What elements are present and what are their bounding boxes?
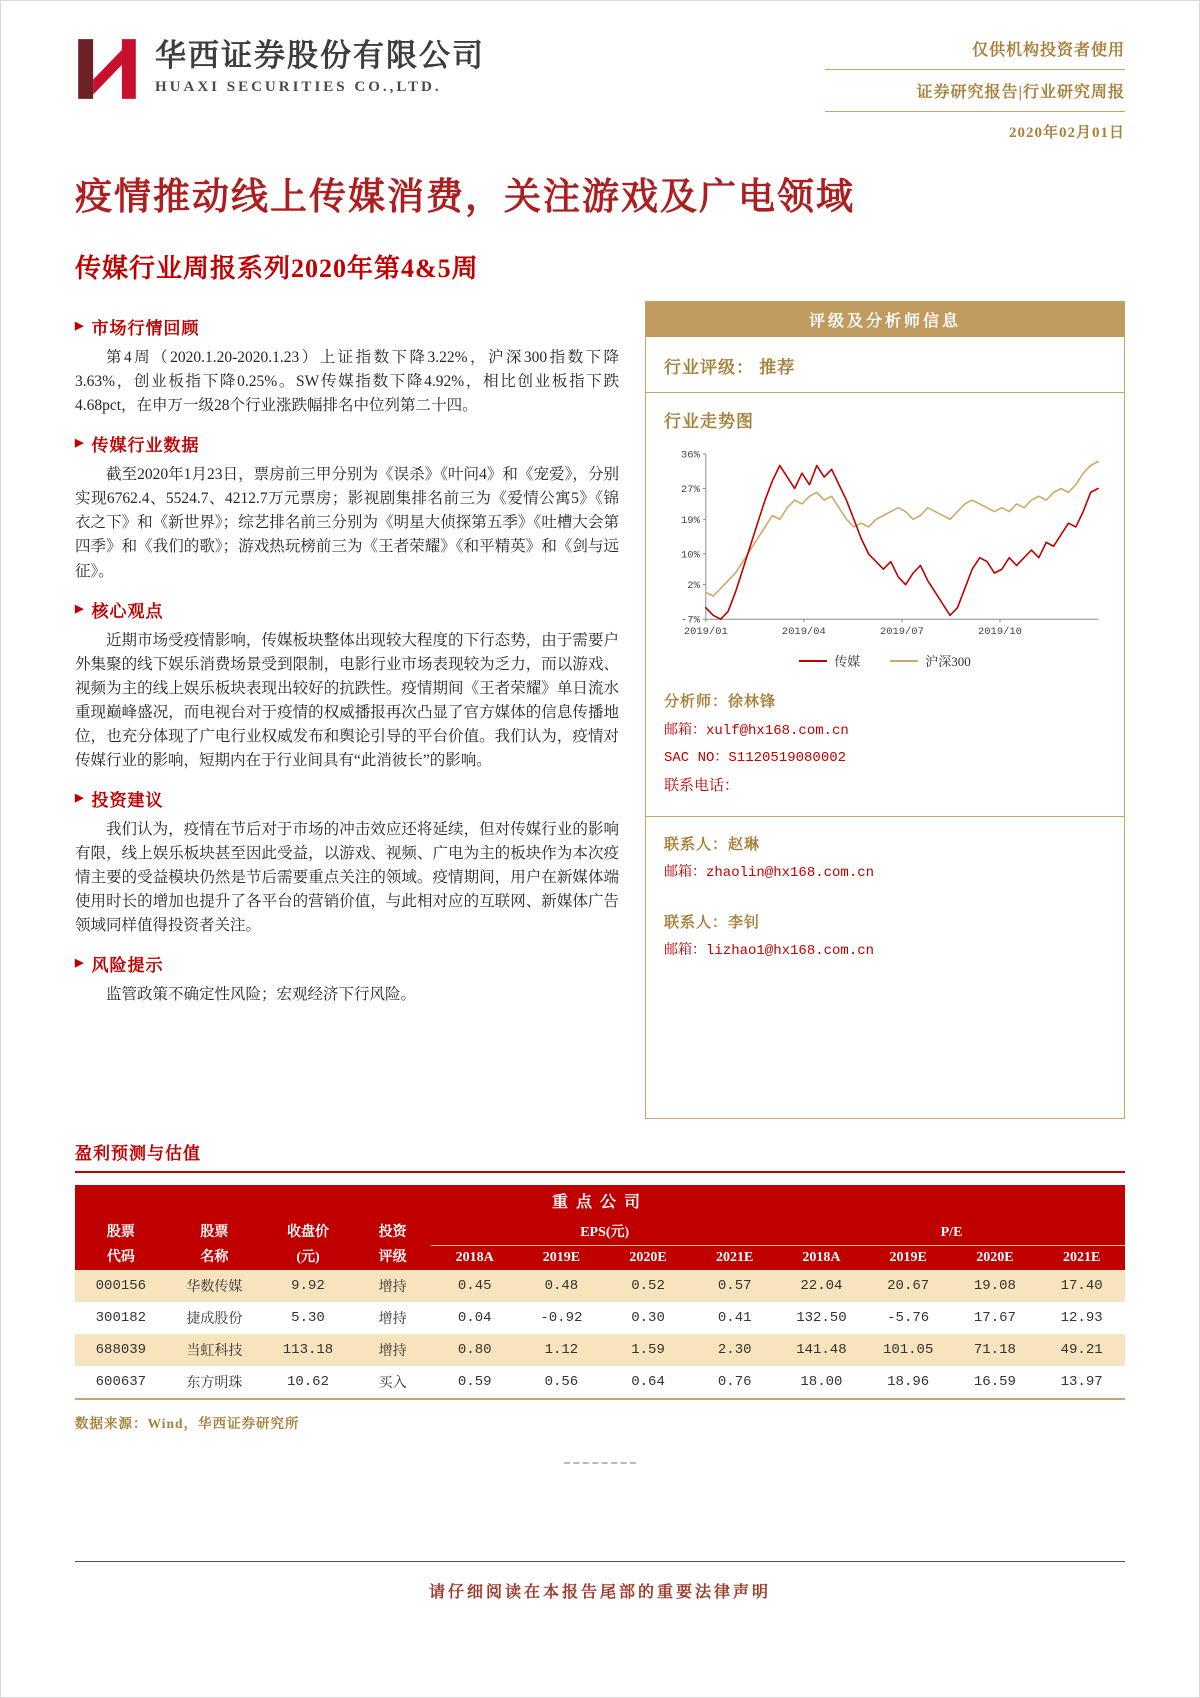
legend-swatch: [799, 660, 827, 662]
audience-note: 仅供机构投资者使用: [825, 37, 1125, 70]
table-cell: 600637: [95, 1374, 147, 1391]
industry-rating-value: 推荐: [759, 358, 796, 378]
triangle-bullet-icon: ▶: [75, 602, 85, 615]
table-cell: 当虹科技: [167, 1334, 262, 1366]
table-body: [75, 1270, 1125, 1399]
table-header-cell: 2021E: [691, 1245, 778, 1270]
panel-body: [646, 337, 1124, 983]
panel-title: 评级及分析师信息: [646, 302, 1124, 337]
svg-text:10%: 10%: [681, 549, 700, 562]
table-cell: 10.62: [286, 1374, 329, 1391]
table-cell: 增持: [378, 1312, 407, 1329]
triangle-bullet-icon: ▶: [75, 956, 85, 969]
table-cell: 300182: [95, 1310, 147, 1327]
table-cell: 1.12: [518, 1334, 605, 1366]
brand-block: [155, 37, 485, 96]
table-cell: 18.96: [887, 1374, 930, 1391]
svg-text:2019/07: 2019/07: [879, 626, 924, 639]
analyst-phone: 联系电话：: [664, 778, 740, 795]
table-cell: 9.92: [262, 1270, 354, 1302]
section-body-core-view: 近期市场受疫情影响，传媒板块整体出现较大程度的下行态势，由于需要户外集聚的线下娱乐消费场景受到限制，电影行业市场表现较为乏力，而以游戏、视频为主的线上娱乐板块表现出较好的抗跌性。疫情期间《王者荣耀》单日流水重现巅峰盛况，而电视台对于疫情的权威播报再次凸显了官方媒体的信息传播地位，也充分体现了广电行业权威发布和舆论引导的平台价值。我们认为，疫情对传媒行业的影响，短期内在于行业间具有“此消彼长”的影响。: [75, 631, 619, 769]
table-cell: -5.76: [887, 1310, 930, 1327]
table-header-cell: (元): [262, 1245, 354, 1270]
analyst-info: [664, 688, 1106, 801]
analyst-name: 分析师：徐林锋: [664, 694, 777, 711]
legend-label: 沪深300: [925, 654, 971, 670]
legend-swatch: [890, 660, 918, 662]
section-body-media-data: 截至2020年1月23日，票房前三甲分别为《误杀》《叶问4》和《宠爱》，分别实现6762.4、5524.7、4212.7万元票房；影视剧集排名前三为《爱情公寓5》《锦衣之下》和《新世界》；综艺排名前三分别为《明星大侦探第五季》《吐槽大会第四季》和《我们的歌》；游戏热玩榜前三为《王者荣耀》《和平精英》和《剑与远征》。: [75, 466, 619, 580]
table-header-cell: P/E: [778, 1221, 1125, 1246]
svg-text:27%: 27%: [681, 484, 700, 497]
analyst-email: 邮箱：xulf@hx168.com.cn: [664, 722, 849, 739]
table-header-cell: 2019E: [865, 1245, 952, 1270]
table-cell: 22.04: [778, 1270, 865, 1302]
chart-legend: [664, 651, 1106, 670]
table-cell: 688039: [75, 1334, 167, 1366]
table-header-cell: 2020E: [952, 1245, 1039, 1270]
table-header-cell: 2018A: [431, 1245, 518, 1270]
data-source-note: 数据来源：Wind，华西证券研究所: [75, 1416, 300, 1432]
section-heading-label: 投资建议: [91, 790, 164, 810]
table-header-cell: 代码: [75, 1245, 167, 1270]
report-subtitle: 传媒行业周报系列2020年第4&5周: [75, 254, 479, 284]
header: [75, 37, 1125, 142]
triangle-bullet-icon: ▶: [75, 320, 85, 333]
table-cell: 0.52: [605, 1270, 692, 1302]
section-heading-label: 核心观点: [91, 601, 164, 621]
table-cell: 0.76: [717, 1374, 752, 1391]
table-cell: 49.21: [1038, 1334, 1125, 1366]
table-cell: 19.08: [952, 1270, 1039, 1302]
table-header-cell: 收盘价: [262, 1221, 354, 1246]
legend-label: 传媒: [834, 654, 861, 670]
table-cell: 101.05: [865, 1334, 952, 1366]
table-cell: -0.92: [540, 1310, 583, 1327]
table-cell: 1.59: [605, 1334, 692, 1366]
table-cell: 000156: [75, 1270, 167, 1302]
table-header-cell: 名称: [167, 1245, 262, 1270]
table-cell: 12.93: [1060, 1310, 1103, 1327]
industry-rating: [664, 353, 1106, 378]
contact-name: 联系人：赵琳: [664, 836, 761, 853]
huaxi-logo-icon: [75, 37, 139, 101]
table-cell: 0.59: [457, 1374, 492, 1391]
analyst-sac-no: SAC NO：S1120519080002: [664, 750, 847, 767]
svg-text:2019/04: 2019/04: [781, 626, 826, 639]
report-title: 疫情推动线上传媒消费，关注游戏及广电领域: [75, 177, 855, 218]
table-header-cell: EPS(元): [431, 1221, 778, 1246]
industry-rating-label: 行业评级：: [664, 358, 754, 378]
contact-zhaolin: [664, 831, 1106, 888]
table-header-cell: 2019E: [518, 1245, 605, 1270]
svg-text:2019/01: 2019/01: [683, 626, 728, 639]
section-heading-market-review: [75, 314, 619, 339]
table-cell: 17.40: [1038, 1270, 1125, 1302]
table-cell: 华数传媒: [167, 1270, 262, 1302]
legend-item: [890, 651, 971, 670]
report-type: 证券研究报告|行业研究周报: [825, 79, 1125, 112]
contact-email: 邮箱：zhaolin@hx168.com.cn: [664, 864, 875, 881]
table-cell: 141.48: [778, 1334, 865, 1366]
footer: [75, 1561, 1125, 1602]
table-cell: 增持: [354, 1270, 432, 1302]
table-cell: 71.18: [952, 1334, 1039, 1366]
triangle-bullet-icon: ▶: [75, 791, 85, 804]
table-cell: 20.67: [865, 1270, 952, 1302]
table-row: [75, 1270, 1125, 1302]
industry-trend-chart: [664, 446, 1106, 647]
section-body-investment-advice: 我们认为，疫情在节后对于市场的冲击效应还将延续，但对传媒行业的影响有限，线上娱乐板块甚至因此受益，以游戏、视频、广电为主的板块作为本次疫情主要的受益模块仍然是节后需要重点关注的领域。疫情期间，用户在新媒体端使用时长的增加也提升了各平台的营销价值，与此相对应的互联网、新媒体广告领域同样值得投资者关注。: [75, 820, 619, 934]
report-date: 2020年02月01日: [1008, 125, 1125, 141]
company-name-cn: 华西证券股份有限公司: [155, 38, 485, 73]
contact-email: 邮箱：lizhao1@hx168.com.cn: [664, 943, 875, 960]
table-cell: 13.97: [1060, 1374, 1103, 1391]
section-heading-label: 风险提示: [91, 955, 164, 975]
table-cell: 0.80: [431, 1334, 518, 1366]
section-heading-label: 传媒行业数据: [91, 436, 200, 456]
svg-text:19%: 19%: [681, 515, 700, 528]
svg-text:36%: 36%: [681, 449, 700, 462]
section-heading-media-data: [75, 431, 619, 456]
legal-disclaimer: 请仔细阅读在本报告尾部的重要法律声明: [428, 1584, 771, 1601]
triangle-bullet-icon: ▶: [75, 437, 85, 450]
table-cell: 0.56: [544, 1374, 579, 1391]
table-cell: 0.48: [518, 1270, 605, 1302]
table-row: [75, 1334, 1125, 1366]
panel-divider: [646, 392, 1124, 393]
table-header-cell: 2021E: [1038, 1245, 1125, 1270]
svg-text:-7%: -7%: [681, 615, 700, 628]
table-header-cell: 2020E: [605, 1245, 692, 1270]
table-cell: 0.30: [631, 1310, 665, 1327]
table-cell: 东方明珠: [186, 1376, 243, 1393]
table-cell: 18.00: [800, 1374, 843, 1391]
svg-text:2019/10: 2019/10: [978, 626, 1022, 639]
table-header-cell: 股票: [75, 1221, 167, 1246]
svg-text:2%: 2%: [687, 580, 700, 593]
table-cell: 0.04: [457, 1310, 492, 1327]
table-row: [75, 1302, 1125, 1334]
table-cell: 16.59: [973, 1374, 1016, 1391]
table-header-cell: 股票: [167, 1221, 262, 1246]
section-heading-core-view: [75, 597, 619, 622]
section-body-market-review: 第4周（2020.1.20-2020.1.23）上证指数下降3.22%，沪深300指数下降3.63%，创业板指下降0.25%。SW传媒指数下降4.92%，相比创业板指下跌4.68pct，在申万一级28个行业涨跌幅排名中位列第二十四。: [75, 349, 619, 415]
table-cell: 132.50: [796, 1310, 847, 1327]
chart-title: 行业走势图: [664, 412, 754, 432]
panel-divider: [646, 816, 1124, 817]
page-marker-dashes: [564, 1462, 636, 1464]
table-cell: 增持: [354, 1334, 432, 1366]
table-cell: 捷成股份: [186, 1312, 243, 1329]
table-cell: 0.45: [431, 1270, 518, 1302]
table-cell: 0.41: [717, 1310, 752, 1327]
key-companies-table: [75, 1185, 1125, 1400]
table-cell: 5.30: [291, 1310, 325, 1327]
main-content: [75, 301, 1125, 1119]
table-header-cell: 评级: [354, 1245, 432, 1270]
table-cell: 2.30: [691, 1334, 778, 1366]
left-column: [75, 301, 619, 1016]
table-header-cell: 重点公司: [75, 1185, 1125, 1220]
contact-lizhao: [664, 909, 1106, 966]
section-heading-investment-advice: [75, 786, 619, 811]
table-header-cell: 投资: [354, 1221, 432, 1246]
section-heading-label: 市场行情回顾: [91, 319, 200, 339]
table-cell: 113.18: [262, 1334, 354, 1366]
table-cell: 0.64: [631, 1374, 665, 1391]
section-body-risk-notice: 监管政策不确定性风险；宏观经济下行风险。: [106, 985, 417, 1003]
header-meta: [825, 37, 1125, 142]
table-cell: 买入: [378, 1376, 407, 1393]
table-header: [75, 1185, 1125, 1270]
legend-item: [799, 651, 860, 670]
table-header-cell: 2018A: [778, 1245, 865, 1270]
company-name-en: HUAXI SECURITIES CO.,LTD.: [155, 79, 442, 96]
rating-analyst-panel: [645, 301, 1125, 1119]
section-heading-risk-notice: [75, 951, 619, 976]
table-row: [75, 1366, 1125, 1399]
table-cell: 17.67: [973, 1310, 1016, 1327]
contact-name: 联系人：李钊: [664, 915, 761, 932]
profit-forecast-heading: 盈利预测与估值: [75, 1139, 1125, 1173]
table-cell: 0.57: [691, 1270, 778, 1302]
